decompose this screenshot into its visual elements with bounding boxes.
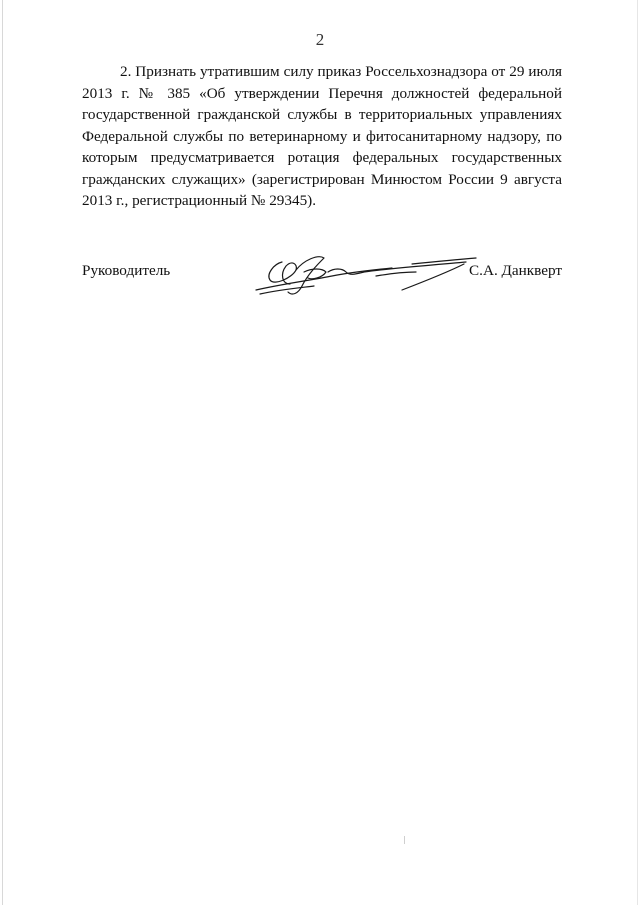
signature-block [82, 262, 562, 302]
handwritten-signature [252, 250, 492, 302]
signatory-name: С.А. Данкверт [469, 262, 562, 279]
page-edge-left [2, 0, 3, 905]
signatory-title: Руководитель [82, 262, 171, 279]
body-paragraph: 2. Признать утратившим силу приказ Россельхознадзора от 29 июля 2013 г. № 385 «Об утверждении Перечня должностей федеральной государственной гражданской службы в территориальных управлениях Федеральной службы по ветеринарному и фитосанитарному надзору, по которым предусматривается ротация федеральных государственных гражданских служащих» (зарегистрирован Минюстом России 9 августа 2013 г., регистрационный № 29345). [82, 63, 562, 209]
scan-artifact [404, 836, 405, 844]
page-number: 2 [315, 30, 325, 49]
page-edge-right [637, 0, 638, 905]
